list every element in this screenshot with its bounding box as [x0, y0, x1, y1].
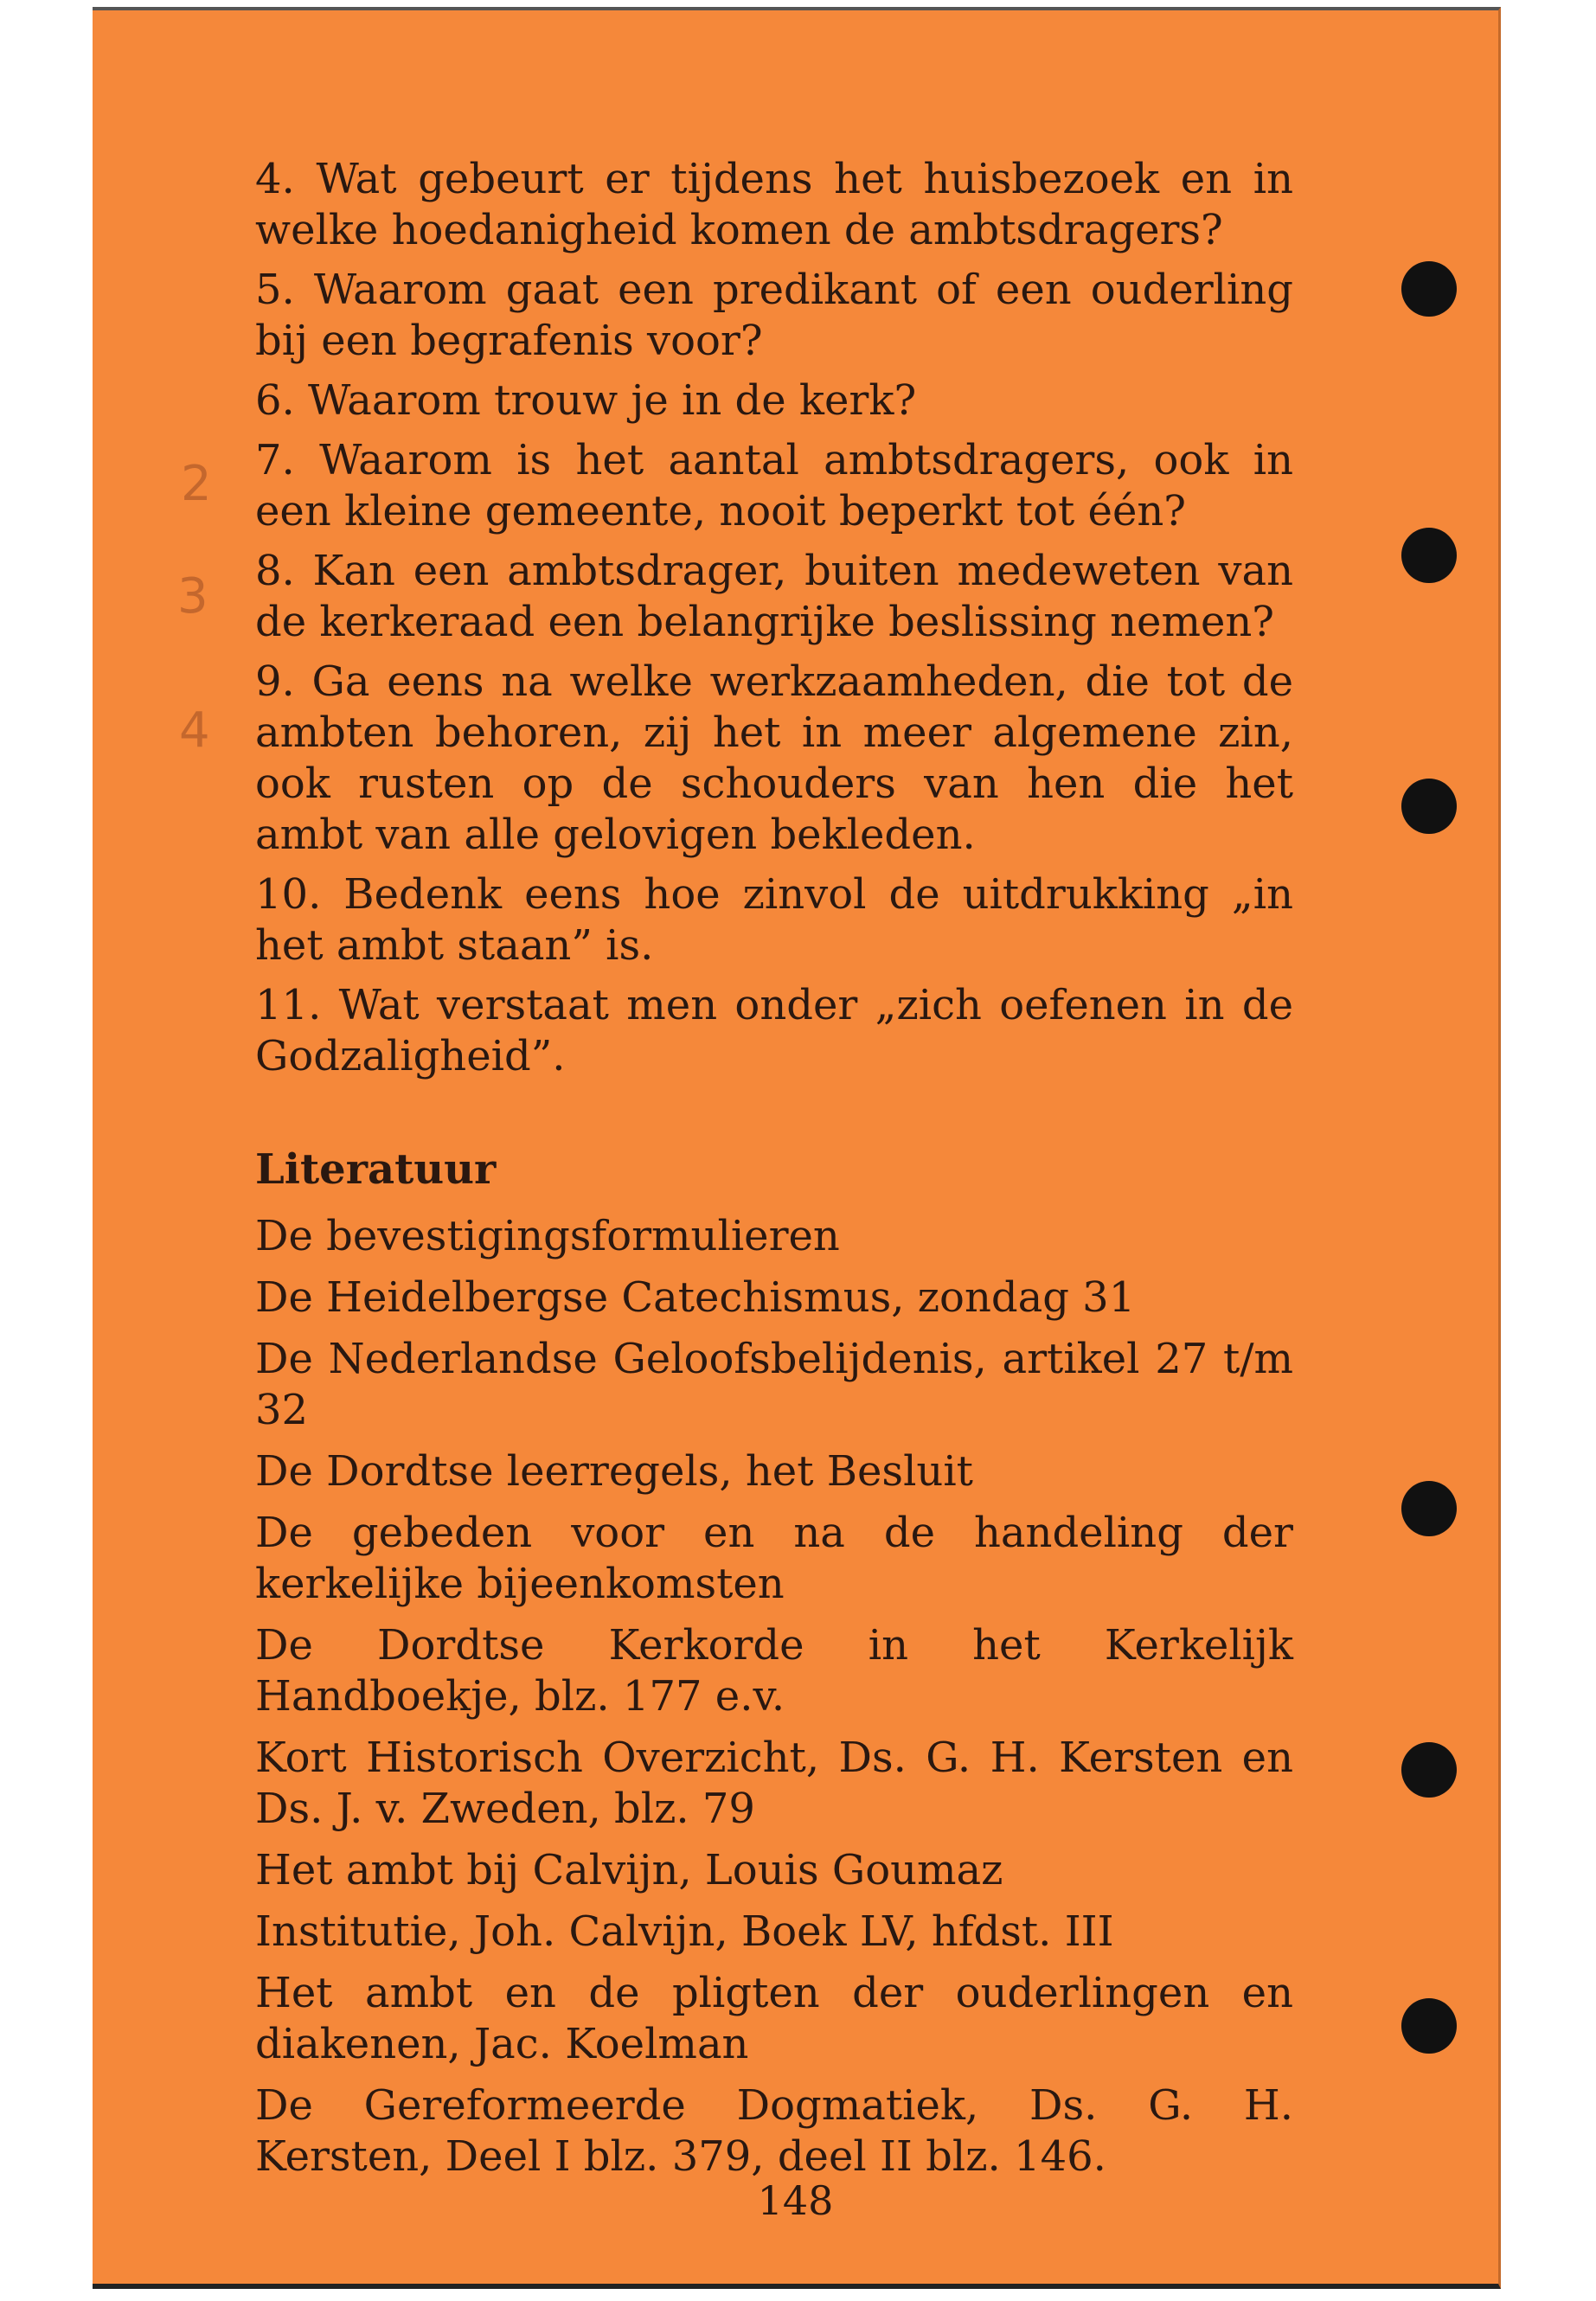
punch-hole [1401, 1998, 1457, 2054]
margin-note: 2 [181, 456, 212, 512]
page-content [255, 154, 1293, 2193]
literature-heading: Literatuur [255, 1145, 497, 1194]
literature-item: De Heidelbergse Catechismus, zondag 31 [255, 1273, 1136, 1322]
literature-item: De Dordtse Kerkorde in het Kerkelijk Handboekje, blz. 177 e.v. [255, 1621, 1293, 1721]
margin-note: 4 [179, 702, 210, 759]
punch-hole [1401, 779, 1457, 834]
question-item: 4. Wat gebeurt er tijdens het huisbezoek en in welke hoedanigheid komen de ambtsdragers? [255, 155, 1293, 254]
question-item: 11. Wat verstaat men onder „zich oefenen in de Godzaligheid”. [255, 981, 1293, 1080]
question-item: 10. Bedenk eens hoe zinvol de uitdrukking „in het ambt staan” is. [255, 870, 1293, 970]
literature-item: De Gereformeerde Dogmatiek, Ds. G. H. Kersten, Deel I blz. 379, deel II blz. 146. [255, 2081, 1293, 2181]
literature-item: De Nederlandse Geloofsbelijdenis, artikel 27 t/m 32 [255, 1335, 1293, 1434]
punch-hole [1401, 1742, 1457, 1798]
literature-list [255, 1211, 1293, 2182]
question-item: 7. Waarom is het aantal ambtsdragers, ook in een kleine gemeente, nooit beperkt tot één? [255, 436, 1293, 535]
question-item: 5. Waarom gaat een predikant of een ouderling bij een begrafenis voor? [255, 266, 1293, 365]
literature-item: Institutie, Joh. Calvijn, Boek LV, hfdst. III [255, 1907, 1114, 1956]
literature-item: De Dordtse leerregels, het Besluit [255, 1447, 973, 1496]
literature-item: De bevestigingsformulieren [255, 1212, 840, 1260]
question-item: 8. Kan een ambtsdrager, buiten medeweten van de kerkeraad een belangrijke beslissing nemen? [255, 547, 1293, 646]
page-number: 148 [757, 2177, 834, 2224]
punch-hole [1401, 528, 1457, 583]
margin-note: 3 [177, 568, 208, 625]
literature-item: Kort Historisch Overzicht, Ds. G. H. Kersten en Ds. J. v. Zweden, blz. 79 [255, 1734, 1293, 1833]
punch-hole [1401, 1481, 1457, 1536]
question-item: 9. Ga eens na welke werkzaamheden, die tot de ambten behoren, zij het in meer algemene zin, ook rusten op de schouders van hen die het ambt van alle gelovigen bekleden. [255, 657, 1293, 859]
literature-item: De gebeden voor en na de handeling der kerkelijke bijeenkomsten [255, 1509, 1293, 1608]
question-item: 6. Waarom trouw je in de kerk? [255, 376, 917, 425]
question-list [255, 154, 1293, 1082]
literature-item: Het ambt en de pligten der ouderlingen en diakenen, Jac. Koelman [255, 1969, 1293, 2068]
literature-item: Het ambt bij Calvijn, Louis Goumaz [255, 1846, 1003, 1894]
book-page [93, 7, 1501, 2289]
punch-hole [1401, 261, 1457, 317]
